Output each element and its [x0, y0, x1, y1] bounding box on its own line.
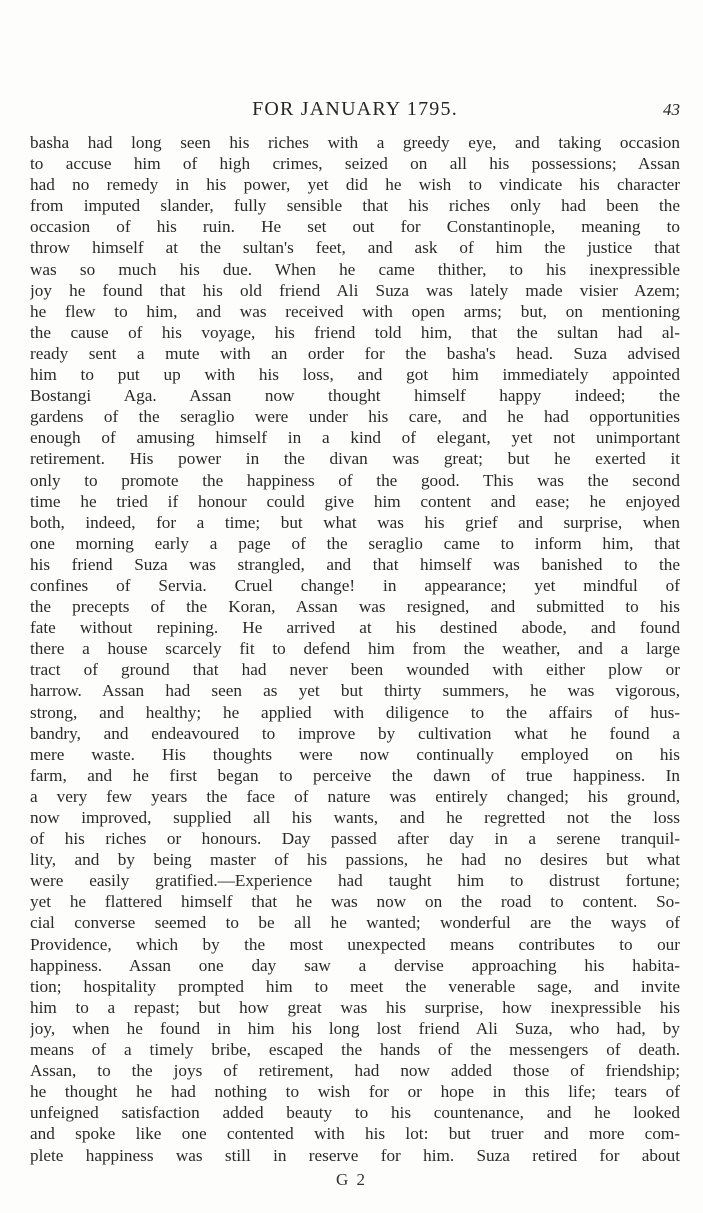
- page-title: FOR JANUARY 1795.: [252, 98, 458, 120]
- text-line: he flew to him, and was received with open arms; but, on mentioning: [30, 301, 680, 321]
- text-line: tract of ground that had never been wounded with either plow or: [30, 660, 680, 680]
- text-line: the cause of his voyage, his friend told him, that the sultan had al-: [30, 322, 680, 342]
- text-line: Bostangi Aga. Assan now thought himself happy indeed; the: [30, 386, 680, 406]
- text-line: time he tried if honour could give him content and ease; he enjoyed: [30, 491, 680, 511]
- text-line: cial converse seemed to be all he wanted; wonderful are the ways of: [30, 913, 680, 933]
- text-line: Providence, which by the most unexpected means contributes to our: [30, 934, 680, 954]
- text-line: joy he found that his old friend Ali Suza was lately made visier Azem;: [30, 280, 680, 300]
- text-line: lity, and by being master of his passions, he had no desires but what: [30, 850, 680, 870]
- text-line: had no remedy in his power, yet did he wish to vindicate his character: [30, 175, 680, 195]
- text-line: throw himself at the sultan's feet, and ask of him the justice that: [30, 238, 680, 258]
- text-line: to accuse him of high crimes, seized on all his possessions; Assan: [30, 154, 680, 174]
- text-line: strong, and healthy; he applied with diligence to the affairs of hus-: [30, 702, 680, 722]
- text-line: were easily gratified.—Experience had taught him to distrust fortune;: [30, 871, 680, 891]
- page-number: 43: [663, 100, 680, 119]
- text-line: one morning early a page of the seraglio came to inform him, that: [30, 533, 680, 553]
- text-line: gardens of the seraglio were under his care, and he had opportunities: [30, 407, 680, 427]
- text-line: now improved, supplied all his wants, and he regretted not the loss: [30, 808, 680, 827]
- text-line: harrow. Assan had seen as yet but thirty summers, he was vigorous,: [30, 681, 680, 701]
- body-text: [30, 132, 680, 1166]
- text-line: joy, when he found in him his long lost friend Ali Suza, who had, by: [30, 1018, 680, 1038]
- text-line: ready sent a mute with an order for the basha's head. Suza advised: [30, 343, 680, 363]
- text-line: him to a repast; but how great was his surprise, how inexpressible his: [30, 997, 680, 1017]
- text-line: both, indeed, for a time; but what was his grief and surprise, when: [30, 512, 680, 532]
- text-line: Assan, to the joys of retirement, had now added those of friendship;: [30, 1061, 680, 1081]
- text-line: mere waste. His thoughts were now continually employed on his: [30, 744, 680, 764]
- text-line: and spoke like one contented with his lot: but truer and more com-: [30, 1124, 680, 1144]
- text-line: a very few years the face of nature was entirely changed; his ground,: [30, 786, 680, 806]
- text-line: enough of amusing himself in a kind of elegant, yet not unimportant: [30, 428, 680, 448]
- text-line: retirement. His power in the divan was great; but he exerted it: [30, 449, 680, 469]
- text-line: of his riches or honours. Day passed after day in a serene tranquil-: [30, 829, 680, 849]
- text-line: there a house scarcely fit to defend him from the weather, and a large: [30, 639, 680, 659]
- text-line: happiness. Assan one day saw a dervise approaching his habita-: [30, 955, 680, 975]
- running-head: [30, 98, 680, 126]
- text-line: from imputed slander, fully sensible that his riches only had been the: [30, 196, 680, 216]
- text-line: yet he flattered himself that he was now on the road to content. So-: [30, 892, 680, 912]
- text-line: plete happiness was still in reserve for him. Suza retired for about: [30, 1145, 680, 1165]
- text-line: was so much his due. When he came thither, to his inexpressible: [30, 259, 680, 279]
- text-line: occasion of his ruin. He set out for Constantinople, meaning to: [30, 217, 680, 237]
- text-line: him to put up with his loss, and got him immediately appointed: [30, 365, 680, 385]
- text-line: basha had long seen his riches with a greedy eye, and taking occasion: [30, 133, 680, 152]
- text-line: farm, and he first began to perceive the dawn of true happiness. In: [30, 765, 680, 785]
- text-line: bandry, and endeavoured to improve by cultivation what he found a: [30, 723, 680, 743]
- text-line: his friend Suza was strangled, and that himself was banished to the: [30, 554, 680, 574]
- text-line: means of a timely bribe, escaped the hands of the messengers of death.: [30, 1040, 680, 1060]
- text-line: unfeigned satisfaction added beauty to his countenance, and he looked: [30, 1103, 680, 1123]
- text-line: fate without repining. He arrived at his destined abode, and found: [30, 618, 680, 638]
- text-line: he thought he had nothing to wish for or hope in this life; tears of: [30, 1082, 680, 1102]
- text-line: the precepts of the Koran, Assan was resigned, and submitted to his: [30, 597, 680, 617]
- printer-signature-mark: G 2: [335, 1170, 368, 1189]
- text-line: tion; hospitality prompted him to meet the venerable sage, and invite: [30, 976, 680, 996]
- text-line: confines of Servia. Cruel change! in appearance; yet mindful of: [30, 575, 680, 595]
- text-line: only to promote the happiness of the good. This was the second: [30, 470, 680, 490]
